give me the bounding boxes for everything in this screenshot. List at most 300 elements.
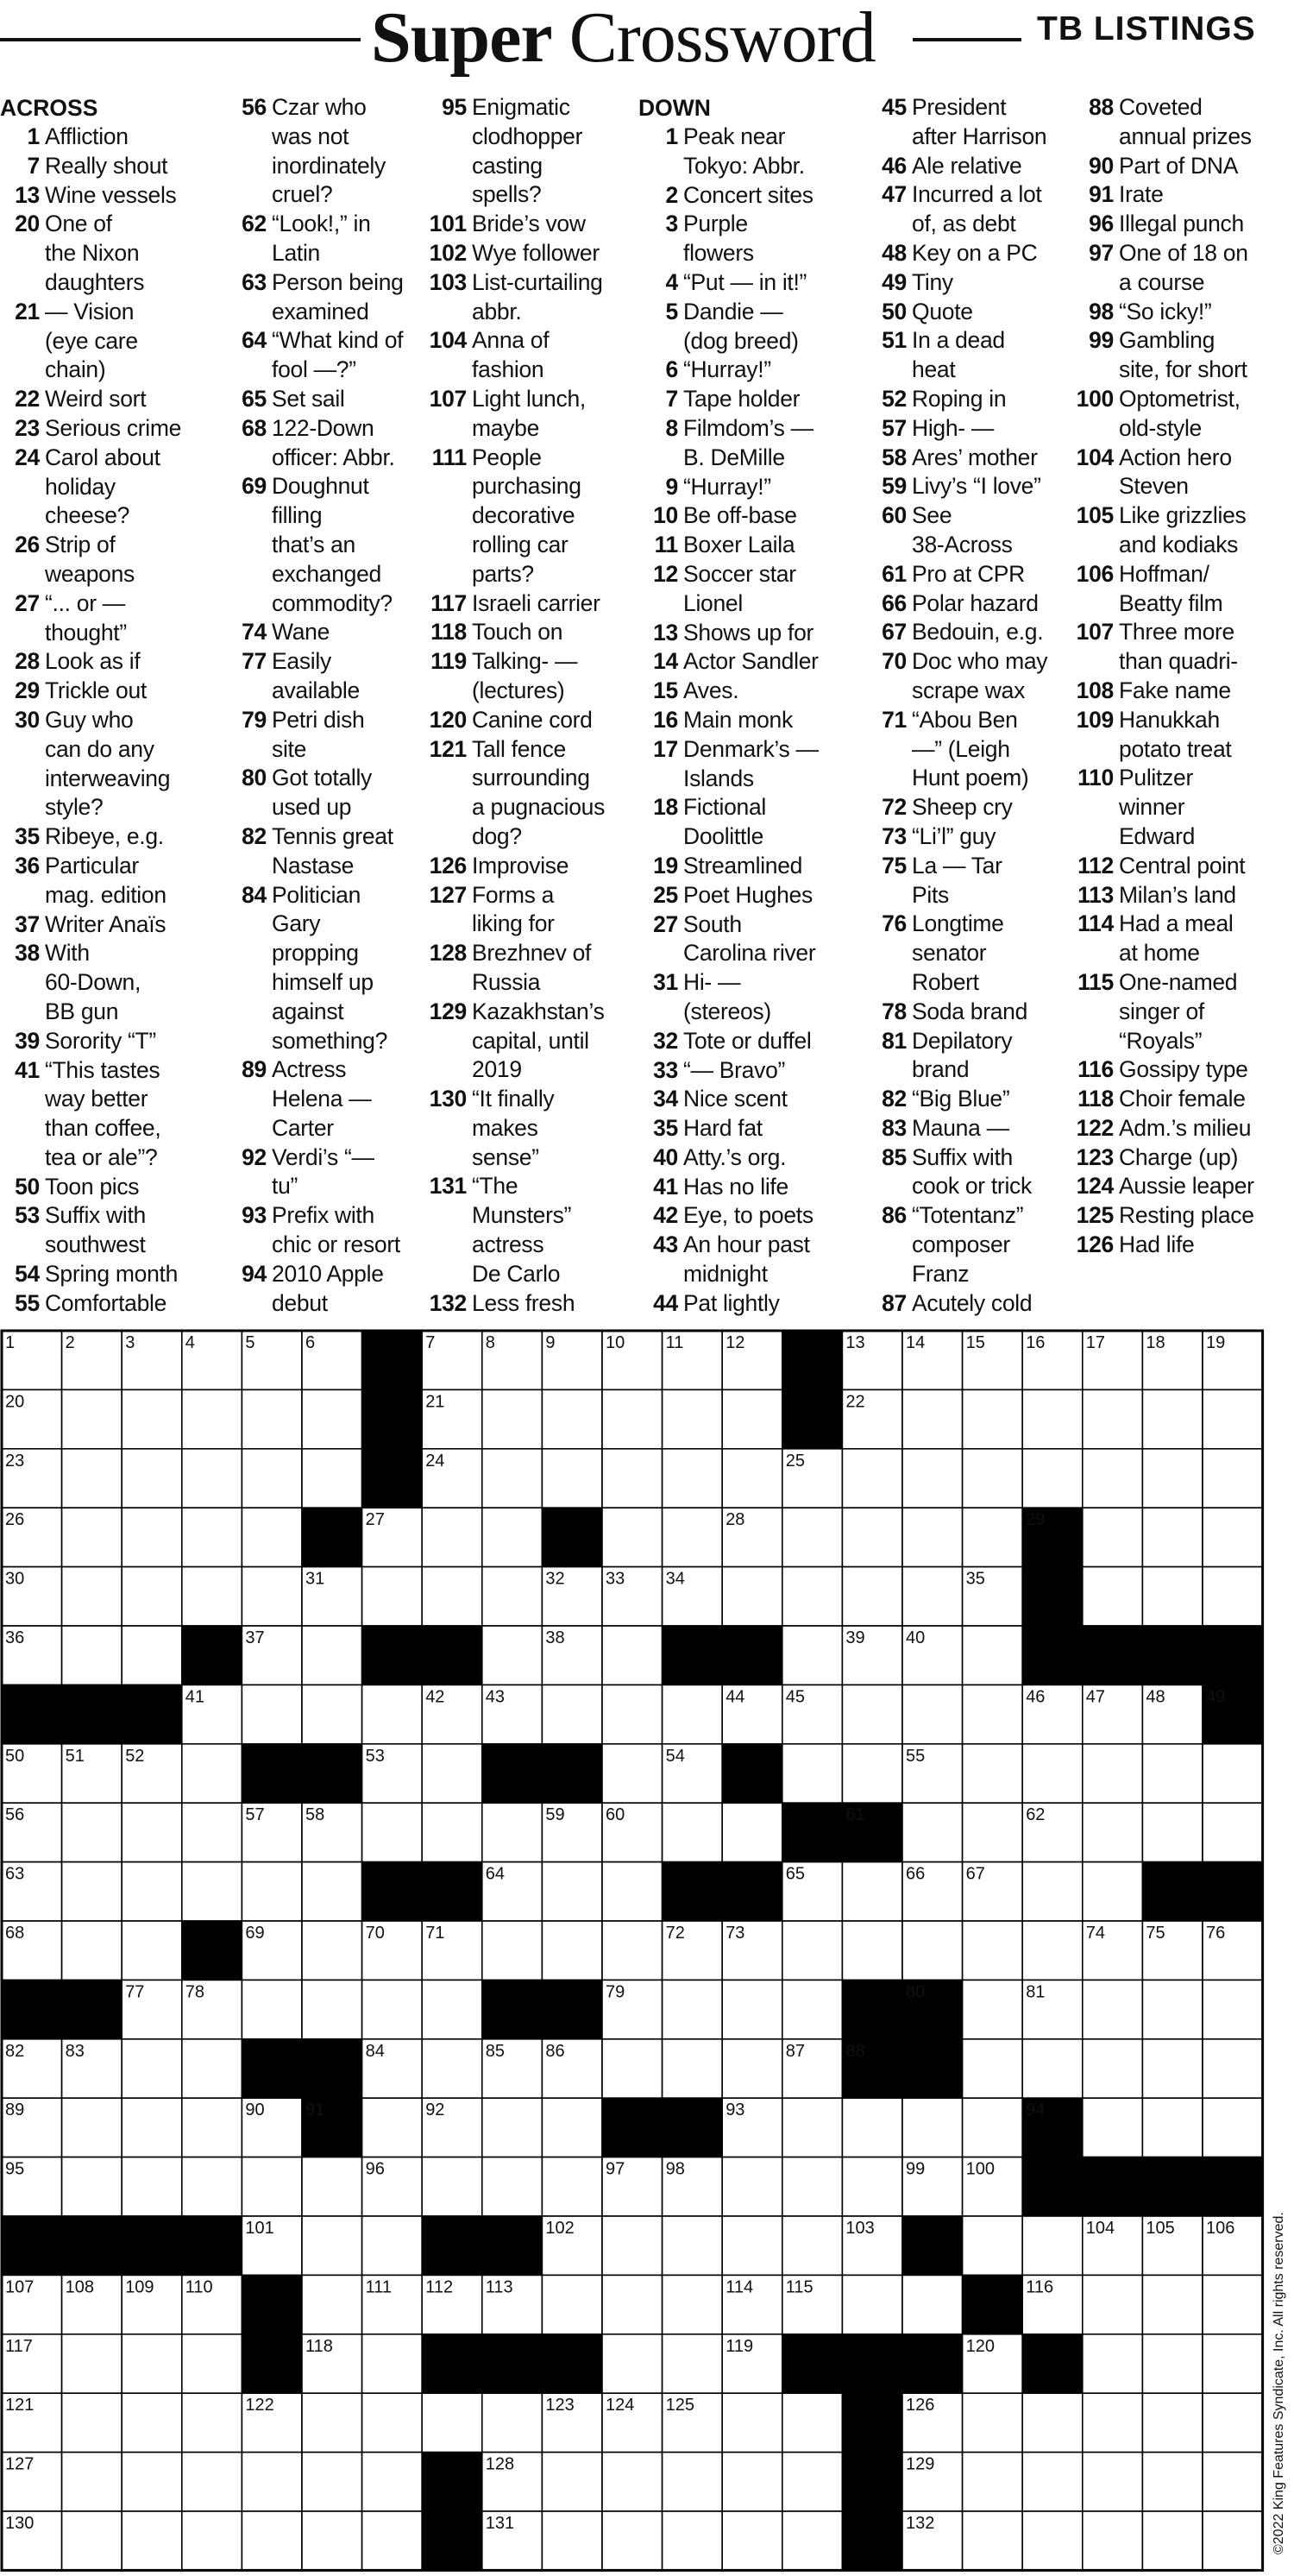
grid-cell[interactable] [1142, 1803, 1203, 1861]
grid-cell[interactable] [1083, 2275, 1143, 2334]
grid-cell[interactable] [422, 1567, 482, 1626]
grid-cell[interactable] [963, 2216, 1023, 2275]
grid-cell[interactable] [902, 1803, 963, 1861]
grid-cell[interactable] [782, 1744, 843, 1803]
clue-number: 23 [15, 414, 40, 441]
grid-cell[interactable] [62, 2098, 122, 2157]
grid-cell[interactable] [1203, 2511, 1263, 2570]
grid-cell[interactable] [1083, 1980, 1143, 2038]
grid-cell[interactable] [1203, 1449, 1263, 1508]
grid-cell[interactable] [602, 2511, 663, 2570]
grid-cell[interactable] [62, 1508, 122, 1566]
grid-cell[interactable] [963, 2098, 1023, 2157]
grid-cell[interactable] [182, 2453, 242, 2511]
grid-cell[interactable] [1203, 1744, 1263, 1803]
grid-cell[interactable] [302, 1389, 362, 1448]
grid-cell[interactable] [1022, 2453, 1083, 2511]
grid-cell[interactable] [1022, 1389, 1083, 1448]
grid-cell[interactable] [122, 1449, 182, 1508]
grid-cell[interactable] [842, 2157, 902, 2216]
clue-line [1074, 385, 1294, 414]
clue-text: Latin [272, 239, 320, 266]
grid-cell[interactable] [782, 2453, 843, 2511]
grid-cell[interactable] [62, 1626, 122, 1685]
grid-cell[interactable] [422, 1803, 482, 1861]
grid-cell[interactable] [1203, 2334, 1263, 2393]
grid-cell[interactable] [242, 2511, 302, 2570]
grid-cell[interactable] [62, 1389, 122, 1448]
grid-cell[interactable] [362, 2216, 423, 2275]
grid-cell[interactable] [122, 1508, 182, 1566]
grid-cell[interactable] [62, 1567, 122, 1626]
grid-cell[interactable] [842, 1862, 902, 1921]
grid-cell[interactable] [362, 1567, 423, 1626]
grid-cell[interactable] [182, 1567, 242, 1626]
grid-cell[interactable] [482, 1567, 543, 1626]
grid-cell[interactable] [842, 1744, 902, 1803]
grid-cell[interactable] [362, 2393, 423, 2452]
grid-cell[interactable] [62, 1449, 122, 1508]
grid-cell[interactable] [242, 1389, 302, 1448]
grid-cell[interactable] [422, 2393, 482, 2452]
grid-cell[interactable] [782, 2511, 843, 2570]
grid-cell[interactable] [542, 2157, 602, 2216]
grid-cell[interactable] [482, 1389, 543, 1448]
grid-cell[interactable] [122, 1921, 182, 1980]
grid-cell[interactable] [602, 1508, 663, 1566]
grid-cell[interactable] [362, 1685, 423, 1743]
cell-number: 54 [665, 1746, 685, 1766]
clue-text: Roping in [912, 385, 1007, 412]
black-square [482, 2216, 543, 2275]
grid-cell[interactable] [1083, 1862, 1143, 1921]
grid-cell[interactable] [1022, 2216, 1083, 2275]
grid-cell[interactable] [182, 2511, 242, 2570]
grid-cell[interactable] [722, 2216, 782, 2275]
grid-cell[interactable] [122, 2334, 182, 2393]
grid-cell[interactable] [722, 2157, 782, 2216]
grid-cell[interactable] [242, 2157, 302, 2216]
clue-line [427, 414, 630, 444]
cell-number: 30 [5, 1569, 25, 1589]
grid-cell[interactable] [1142, 1744, 1203, 1803]
grid-cell[interactable] [902, 2275, 963, 2334]
grid-cell[interactable] [663, 2039, 723, 2098]
grid-cell[interactable] [963, 1626, 1023, 1685]
grid-cell[interactable] [542, 1921, 602, 1980]
grid-cell[interactable] [602, 1744, 663, 1803]
clue-text: 2010 Apple [272, 1260, 384, 1287]
cell-number: 62 [1026, 1805, 1046, 1825]
grid-cell[interactable] [482, 2098, 543, 2157]
clue-section-heading: ACROSS [0, 95, 98, 121]
clue-text: daughters [45, 268, 145, 295]
grid-cell[interactable] [62, 1862, 122, 1921]
grid-cell[interactable] [1142, 2393, 1203, 2452]
clue-text: Has no life [683, 1173, 788, 1200]
grid-cell[interactable] [1083, 1567, 1143, 1626]
grid-cell[interactable] [122, 2098, 182, 2157]
grid-cell[interactable] [62, 2157, 122, 2216]
grid-cell[interactable] [1142, 2511, 1203, 2570]
grid-cell[interactable] [182, 1744, 242, 1803]
grid-cell[interactable] [542, 2098, 602, 2157]
grid-cell[interactable] [362, 1980, 423, 2038]
grid-cell[interactable] [62, 1921, 122, 1980]
grid-cell[interactable] [302, 2393, 362, 2452]
grid-cell[interactable] [782, 2393, 843, 2452]
grid-cell[interactable] [362, 2453, 423, 2511]
grid-cell[interactable] [782, 1921, 843, 1980]
grid-cell[interactable] [122, 2393, 182, 2452]
cell-number: 87 [785, 2041, 806, 2061]
clue-text: Enigmatic [472, 94, 570, 120]
grid-cell[interactable] [62, 2334, 122, 2393]
grid-cell[interactable] [182, 2334, 242, 2393]
grid-cell[interactable] [482, 1449, 543, 1508]
grid-cell[interactable] [842, 1449, 902, 1508]
grid-cell[interactable] [1083, 1449, 1143, 1508]
clue-number [867, 210, 912, 239]
grid-cell[interactable] [1083, 2453, 1143, 2511]
grid-cell[interactable] [62, 2453, 122, 2511]
grid-cell[interactable] [182, 2039, 242, 2098]
cell-number: 56 [5, 1805, 25, 1825]
grid-cell[interactable] [122, 1626, 182, 1685]
grid-cell[interactable] [663, 1449, 723, 1508]
grid-cell[interactable] [842, 2098, 902, 2157]
grid-cell[interactable] [1022, 1862, 1083, 1921]
grid-cell[interactable] [422, 1980, 482, 2038]
clue-line [638, 501, 863, 531]
grid-cell[interactable] [602, 1685, 663, 1743]
clue-line [227, 1260, 425, 1289]
grid-cell[interactable] [963, 1389, 1023, 1448]
grid-cell[interactable] [902, 1685, 963, 1743]
grid-cell[interactable] [782, 2157, 843, 2216]
grid-cell[interactable] [1083, 2039, 1143, 2098]
grid-cell[interactable] [963, 2511, 1023, 2570]
grid-cell[interactable] [602, 1921, 663, 1980]
cell-number: 109 [125, 2277, 154, 2297]
grid-cell[interactable] [1203, 1567, 1263, 1626]
grid-cell[interactable] [182, 1862, 242, 1921]
grid-cell[interactable] [722, 2393, 782, 2452]
grid-cell[interactable] [1022, 1921, 1083, 1980]
clue-line [1074, 93, 1294, 123]
grid-cell[interactable] [122, 1389, 182, 1448]
grid-cell[interactable] [602, 1626, 663, 1685]
grid-cell[interactable] [182, 2098, 242, 2157]
grid-cell[interactable] [422, 1744, 482, 1803]
grid-cell[interactable] [1083, 1389, 1143, 1448]
grid-cell[interactable] [963, 2393, 1023, 2452]
grid-cell[interactable] [1083, 2098, 1143, 2157]
grid-cell[interactable] [602, 1389, 663, 1448]
grid-cell[interactable] [722, 2511, 782, 2570]
grid-cell[interactable] [62, 2511, 122, 2570]
grid-cell[interactable] [122, 1567, 182, 1626]
clue-number [1074, 939, 1119, 968]
grid-cell[interactable] [902, 1508, 963, 1566]
grid-cell[interactable] [902, 1921, 963, 1980]
grid-cell[interactable] [122, 2453, 182, 2511]
grid-cell[interactable] [182, 1389, 242, 1448]
grid-cell[interactable] [302, 2453, 362, 2511]
clue-line [0, 210, 220, 239]
grid-cell[interactable] [1203, 1389, 1263, 1448]
clue-line [867, 472, 1078, 501]
clue-line [1074, 1172, 1294, 1201]
grid-cell[interactable] [362, 2511, 423, 2570]
grid-cell[interactable] [302, 1921, 362, 1980]
grid-cell[interactable] [722, 1567, 782, 1626]
grid-cell[interactable] [1083, 1803, 1143, 1861]
grid-cell[interactable] [362, 2098, 423, 2157]
grid-cell[interactable] [182, 1508, 242, 1566]
clue-number [1074, 531, 1119, 560]
clue-text: decorative [472, 502, 575, 529]
grid-cell[interactable] [663, 2216, 723, 2275]
grid-cell[interactable] [302, 1626, 362, 1685]
grid-cell[interactable] [182, 1803, 242, 1861]
grid-cell[interactable] [1083, 1744, 1143, 1803]
grid-cell[interactable] [963, 2453, 1023, 2511]
grid-cell[interactable] [1142, 1508, 1203, 1566]
grid-cell[interactable] [482, 1803, 543, 1861]
grid-cell[interactable] [542, 2453, 602, 2511]
clue-text: Illegal punch [1119, 211, 1244, 237]
grid-cell[interactable] [242, 1567, 302, 1626]
clue-number [227, 677, 272, 706]
grid-cell[interactable] [1203, 1803, 1263, 1861]
clue-text: (stereos) [683, 998, 771, 1024]
grid-cell[interactable] [482, 2393, 543, 2452]
grid-cell[interactable] [663, 1685, 723, 1743]
grid-cell[interactable] [782, 1980, 843, 2038]
grid-cell[interactable] [782, 1626, 843, 1685]
clue-line [867, 677, 1078, 706]
grid-cell[interactable] [663, 1980, 723, 2038]
grid-cell[interactable] [1203, 2393, 1263, 2452]
grid-cell[interactable] [302, 1862, 362, 1921]
clue-line [427, 1085, 630, 1114]
cell-number: 40 [906, 1628, 926, 1647]
clue-text: Milan’s land [1119, 881, 1236, 908]
clue-number: 124 [1076, 1173, 1114, 1200]
grid-cell[interactable] [362, 1803, 423, 1861]
grid-cell[interactable] [542, 2511, 602, 2570]
grid-cell[interactable] [302, 1980, 362, 2038]
grid-cell[interactable] [1203, 2453, 1263, 2511]
grid-cell[interactable] [542, 1449, 602, 1508]
grid-cell[interactable] [542, 1685, 602, 1743]
clue-number [227, 939, 272, 968]
grid-cell[interactable] [302, 1685, 362, 1743]
grid-cell[interactable] [1022, 1449, 1083, 1508]
clue-line [227, 1231, 425, 1260]
grid-cell[interactable] [722, 1803, 782, 1861]
grid-cell[interactable] [963, 1921, 1023, 1980]
grid-cell[interactable] [1142, 2275, 1203, 2334]
grid-cell[interactable] [1203, 2275, 1263, 2334]
grid-cell[interactable] [302, 2511, 362, 2570]
clue-line [227, 1085, 425, 1114]
grid-cell[interactable] [242, 1862, 302, 1921]
grid-cell[interactable] [963, 1980, 1023, 2038]
grid-cell[interactable] [1142, 2453, 1203, 2511]
grid-cell[interactable] [1203, 2098, 1263, 2157]
grid-cell[interactable] [182, 2157, 242, 2216]
grid-cell[interactable] [963, 2039, 1023, 2098]
grid-cell[interactable] [482, 1626, 543, 1685]
clue-text: Wane [272, 619, 330, 646]
grid-cell[interactable] [722, 2453, 782, 2511]
grid-cell[interactable] [722, 2039, 782, 2098]
cell-number: 32 [545, 1569, 565, 1589]
grid-cell[interactable] [242, 1685, 302, 1743]
grid-cell[interactable] [1142, 1449, 1203, 1508]
grid-cell[interactable] [542, 2275, 602, 2334]
clue-number [227, 180, 272, 210]
grid-cell[interactable] [482, 1921, 543, 1980]
grid-cell[interactable] [1142, 1567, 1203, 1626]
grid-cell[interactable] [902, 1449, 963, 1508]
grid-cell[interactable] [963, 1685, 1023, 1743]
grid-cell[interactable] [242, 1508, 302, 1566]
grid-cell[interactable] [663, 2511, 723, 2570]
grid-cell[interactable] [842, 1685, 902, 1743]
grid-cell[interactable] [782, 1508, 843, 1566]
grid-cell[interactable] [122, 1862, 182, 1921]
grid-cell[interactable] [842, 1508, 902, 1566]
grid-cell[interactable] [663, 1803, 723, 1861]
grid-cell[interactable] [242, 2453, 302, 2511]
clue-number: 50 [882, 298, 907, 324]
cell-number: 72 [665, 1924, 685, 1943]
grid-cell[interactable] [602, 2275, 663, 2334]
grid-cell[interactable] [663, 1508, 723, 1566]
grid-cell[interactable] [1203, 2039, 1263, 2098]
grid-cell[interactable] [663, 2334, 723, 2393]
grid-cell[interactable] [422, 2157, 482, 2216]
grid-cell[interactable] [602, 2039, 663, 2098]
clue-number [427, 531, 472, 560]
grid-cell[interactable] [1142, 2098, 1203, 2157]
clue-number: 114 [1077, 910, 1114, 937]
grid-cell[interactable] [1142, 2334, 1203, 2393]
grid-cell[interactable] [602, 2216, 663, 2275]
grid-cell[interactable] [1022, 2393, 1083, 2452]
grid-cell[interactable] [1083, 2334, 1143, 2393]
grid-cell[interactable] [1142, 1389, 1203, 1448]
grid-cell[interactable] [302, 1449, 362, 1508]
grid-cell[interactable] [1083, 1508, 1143, 1566]
grid-cell[interactable] [1022, 2039, 1083, 2098]
grid-cell[interactable] [842, 2275, 902, 2334]
clue-line [227, 822, 425, 852]
grid-cell[interactable] [362, 2334, 423, 2393]
grid-cell[interactable] [302, 2157, 362, 2216]
grid-cell[interactable] [663, 1389, 723, 1448]
grid-cell[interactable] [722, 1389, 782, 1448]
clue-line [867, 793, 1078, 822]
grid-cell[interactable] [1142, 2039, 1203, 2098]
grid-cell[interactable] [663, 2275, 723, 2334]
clue-number: 128 [429, 940, 467, 967]
grid-cell[interactable] [722, 1980, 782, 2038]
clue-text: cruel? [272, 181, 333, 208]
grid-cell[interactable] [902, 2098, 963, 2157]
clue-text: Got totally [272, 765, 373, 791]
grid-cell[interactable] [302, 2275, 362, 2334]
clue-text: that’s an [272, 531, 355, 557]
grid-cell[interactable] [242, 1980, 302, 2038]
grid-cell[interactable] [122, 2157, 182, 2216]
grid-cell[interactable] [1022, 2511, 1083, 2570]
grid-cell[interactable] [122, 2039, 182, 2098]
grid-cell[interactable] [482, 1508, 543, 1566]
grid-cell[interactable] [842, 1921, 902, 1980]
grid-cell[interactable] [1022, 1744, 1083, 1803]
clue-text: Actor Sandler [683, 648, 819, 675]
grid-cell[interactable] [1083, 2511, 1143, 2570]
grid-cell[interactable] [62, 2393, 122, 2452]
grid-cell[interactable] [422, 1508, 482, 1566]
grid-cell[interactable] [902, 1567, 963, 1626]
grid-cell[interactable] [842, 1567, 902, 1626]
grid-cell[interactable] [602, 1862, 663, 1921]
grid-cell[interactable] [122, 2511, 182, 2570]
clue-number: 3 [665, 211, 678, 237]
grid-cell[interactable] [722, 1449, 782, 1508]
grid-cell[interactable] [963, 1744, 1023, 1803]
grid-cell[interactable] [1142, 1980, 1203, 2038]
grid-cell[interactable] [602, 2453, 663, 2511]
grid-cell[interactable] [62, 1803, 122, 1861]
grid-cell[interactable] [1203, 1508, 1263, 1566]
grid-cell[interactable] [1083, 2393, 1143, 2452]
grid-cell[interactable] [782, 2098, 843, 2157]
grid-cell[interactable] [1203, 1980, 1263, 2038]
grid-cell[interactable] [242, 1449, 302, 1508]
clue-number: 43 [653, 1231, 678, 1258]
grid-cell[interactable] [963, 1508, 1023, 1566]
grid-cell[interactable] [542, 1862, 602, 1921]
clue-number [867, 123, 912, 152]
grid-cell[interactable] [542, 1389, 602, 1448]
clue-number [0, 1114, 45, 1143]
grid-cell[interactable] [182, 1449, 242, 1508]
cell-number: 2 [65, 1333, 75, 1352]
clue-number: 115 [1077, 968, 1114, 995]
clue-text: Islands [683, 765, 754, 791]
grid-cell[interactable] [602, 1449, 663, 1508]
grid-cell[interactable] [963, 1803, 1023, 1861]
grid-cell[interactable] [963, 1449, 1023, 1508]
grid-cell[interactable] [902, 1389, 963, 1448]
grid-cell[interactable] [122, 1803, 182, 1861]
grid-cell[interactable] [602, 2334, 663, 2393]
grid-cell[interactable] [422, 2039, 482, 2098]
grid-cell[interactable] [782, 1567, 843, 1626]
grid-cell[interactable] [782, 2216, 843, 2275]
grid-cell[interactable] [182, 2393, 242, 2452]
grid-cell[interactable] [663, 2453, 723, 2511]
grid-cell[interactable] [482, 2157, 543, 2216]
cell-number: 121 [5, 2396, 35, 2415]
grid-cell[interactable] [302, 2216, 362, 2275]
